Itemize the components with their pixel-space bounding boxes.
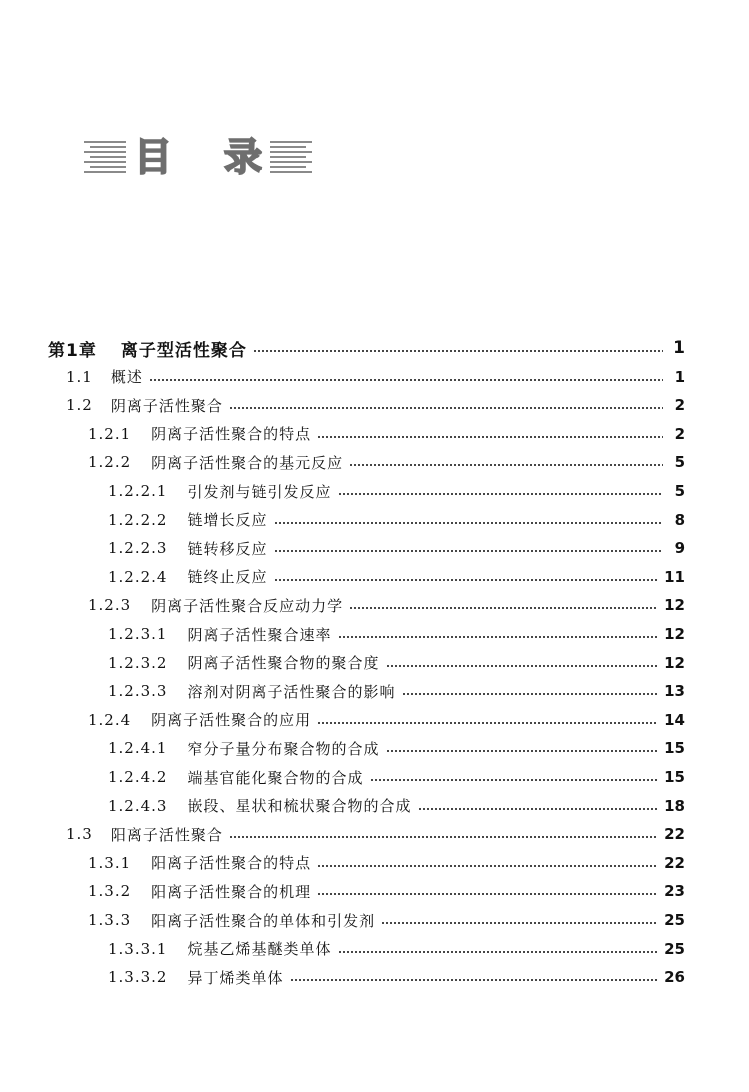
toc-entry-page: 13: [664, 682, 685, 701]
toc-entry-title: 嵌段、星状和梳状聚合物的合成: [187, 797, 412, 816]
toc-entry[interactable]: [108, 677, 685, 705]
dot-leader: [418, 808, 659, 810]
toc-entry[interactable]: [66, 391, 685, 419]
toc-entry-number: 1.3: [66, 825, 93, 844]
toc-entry-number: 1.2.2: [88, 453, 132, 472]
toc-entry-page: 5: [674, 453, 685, 472]
toc-entry-page: 23: [664, 882, 685, 901]
toc-entry-number: 1.2.3.3: [108, 682, 168, 701]
toc-entry-title: 阳离子活性聚合: [110, 825, 223, 844]
toc-entry-title: 端基官能化聚合物的合成: [187, 768, 364, 787]
toc-entry[interactable]: [88, 849, 685, 877]
toc-entry-page: 22: [664, 825, 685, 844]
toc-entry-number: 1.3.3.2: [108, 968, 168, 987]
toc-entry-title: 窄分子量分布聚合物的合成: [187, 739, 380, 758]
toc-entry-number: 1.3.2: [88, 882, 132, 901]
dot-leader: [381, 922, 658, 924]
toc-entry-title: 阳离子活性聚合的机理: [151, 882, 312, 901]
dot-leader: [317, 893, 658, 895]
toc-entry-title: 阴离子活性聚合的特点: [151, 425, 312, 444]
toc-entry[interactable]: [88, 448, 685, 476]
title-char-right: 录: [224, 135, 263, 179]
toc-entry-number: 1.2.2.1: [108, 482, 168, 500]
toc-entry[interactable]: [108, 792, 685, 820]
toc-entry[interactable]: [108, 935, 685, 963]
toc-entry-page: 15: [664, 768, 685, 786]
toc-entry-page: 25: [664, 911, 685, 929]
dot-leader: [349, 464, 663, 466]
toc-entry-title: 阴离子活性聚合的应用: [151, 711, 312, 730]
toc-entry[interactable]: [66, 820, 685, 848]
dot-leader: [349, 607, 658, 609]
toc-entry-title: 阴离子活性聚合的基元反应: [151, 453, 344, 472]
toc-entry-title: 引发剂与链引发反应: [187, 482, 332, 501]
toc-entry-number: 1.2.3.2: [108, 653, 168, 672]
toc-entry-page: 15: [664, 739, 685, 758]
toc-entry-number: 1.2.3: [88, 596, 132, 615]
toc-entry[interactable]: [108, 620, 685, 648]
dot-leader: [274, 579, 659, 581]
toc-entry-number: 1.2.4.1: [108, 739, 168, 758]
toc-entry-number: 1.2.4.3: [108, 796, 168, 815]
toc-entry-title: 阳离子活性聚合的特点: [151, 854, 312, 873]
dot-leader: [386, 750, 659, 752]
dot-leader: [229, 407, 663, 409]
dot-leader: [338, 493, 664, 495]
toc-entry-page: 12: [664, 653, 685, 672]
dot-leader: [317, 865, 658, 867]
toc-entry[interactable]: [108, 649, 685, 677]
toc-entry-number: 1.2.4.2: [108, 768, 168, 786]
toc-entry-title: 异丁烯类单体: [187, 968, 284, 987]
toc-entry-page: 2: [674, 396, 685, 415]
toc-entry[interactable]: [88, 906, 685, 934]
toc-entry-number: 1.2.4: [88, 710, 132, 729]
toc-entry[interactable]: [108, 763, 685, 791]
toc-entry-page: 2: [674, 424, 685, 443]
title-decoration-right: [270, 141, 312, 173]
toc-entry-page: 9: [674, 539, 685, 558]
toc-entry-number: 1.2.2.4: [108, 567, 168, 586]
toc-entry-title: 链终止反应: [187, 568, 268, 587]
dot-leader: [149, 379, 663, 381]
dot-leader: [317, 722, 658, 724]
toc-entry-title: 离子型活性聚合: [120, 340, 247, 361]
toc-entry-page: 26: [664, 968, 685, 987]
toc-entry[interactable]: [88, 420, 685, 448]
toc-entry[interactable]: [88, 591, 685, 619]
toc-entry-number: 1.2.2.3: [108, 539, 168, 558]
dot-leader: [274, 550, 664, 552]
toc-entry-number: 1.3.1: [88, 853, 132, 872]
toc-entry-page: 5: [674, 482, 685, 500]
toc-entry-page: 18: [664, 796, 685, 815]
toc-entry[interactable]: [66, 363, 685, 391]
dot-leader: [402, 693, 659, 695]
title-char-left: 目: [134, 135, 173, 179]
toc-entry-title: 烷基乙烯基醚类单体: [187, 940, 332, 959]
toc-entry-page: 22: [664, 853, 685, 872]
toc-entry-number: 1.2: [66, 396, 93, 415]
dot-leader: [229, 836, 658, 838]
toc-entry[interactable]: [88, 877, 685, 905]
dot-leader: [386, 665, 659, 667]
toc-entry[interactable]: [108, 477, 685, 505]
toc-entry-title: 阴离子活性聚合: [110, 396, 223, 415]
toc-title: [84, 135, 312, 179]
toc-entry[interactable]: [48, 334, 685, 362]
dot-leader: [290, 979, 659, 981]
toc-entry-title: 阴离子活性聚合速率: [187, 625, 332, 644]
toc-entry-number: 1.1: [66, 367, 93, 386]
dot-leader: [317, 436, 663, 438]
toc-entry-title: 阳离子活性聚合的单体和引发剂: [151, 911, 376, 930]
toc-entry[interactable]: [108, 734, 685, 762]
toc-entry[interactable]: [108, 534, 685, 562]
toc-entry-number: 1.2.3.1: [108, 625, 168, 643]
toc-entry-number: 第1章: [48, 340, 97, 361]
toc-entry[interactable]: [108, 563, 685, 591]
title-decoration-left: [84, 141, 126, 173]
toc-entry-title: 阴离子活性聚合反应动力学: [151, 596, 344, 615]
toc-entry-page: 8: [674, 510, 685, 529]
toc-entry-page: 11: [664, 567, 685, 586]
toc-entry-page: 12: [664, 625, 685, 643]
toc-entry-title: 溶剂对阴离子活性聚合的影响: [187, 682, 396, 701]
toc-entry[interactable]: [108, 506, 685, 534]
toc-entry-title: 链增长反应: [187, 511, 268, 530]
toc-entry[interactable]: [108, 963, 685, 991]
toc-entry-title: 阴离子活性聚合物的聚合度: [187, 654, 380, 673]
toc-entry-page: 1: [673, 338, 685, 358]
toc-entry[interactable]: [88, 706, 685, 734]
toc-entry-page: 1: [674, 367, 685, 386]
dot-leader: [274, 522, 664, 524]
dot-leader: [253, 350, 663, 352]
dot-leader: [338, 951, 659, 953]
toc-entry-page: 12: [664, 596, 685, 615]
toc-entry-page: 14: [664, 710, 685, 729]
toc-entry-number: 1.2.2.2: [108, 510, 168, 529]
toc-entry-number: 1.3.3.1: [108, 939, 168, 958]
toc-entry-page: 25: [664, 939, 685, 958]
toc-entry-title: 概述: [110, 368, 143, 387]
toc-entry-title: 链转移反应: [187, 539, 268, 558]
dot-leader: [370, 779, 659, 781]
dot-leader: [338, 636, 659, 638]
toc-entry-number: 1.3.3: [88, 911, 132, 929]
toc-entry-number: 1.2.1: [88, 424, 132, 443]
